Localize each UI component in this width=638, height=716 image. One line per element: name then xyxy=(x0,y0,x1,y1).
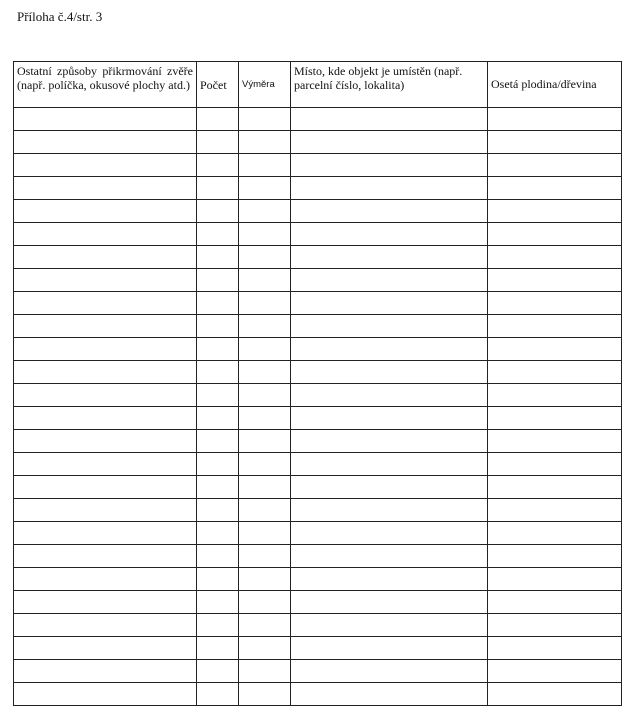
table-cell-misto[interactable] xyxy=(291,568,488,591)
table-cell-misto[interactable] xyxy=(291,338,488,361)
table-cell-misto[interactable] xyxy=(291,292,488,315)
table-cell-pocet[interactable] xyxy=(197,384,239,407)
table-row xyxy=(14,131,622,154)
table-cell-pocet[interactable] xyxy=(197,200,239,223)
table-cell-misto[interactable] xyxy=(291,591,488,614)
table-cell-plodina[interactable] xyxy=(488,453,622,476)
table-cell-vymera[interactable] xyxy=(239,430,291,453)
table-cell-zpusob[interactable] xyxy=(14,154,197,177)
table-cell-pocet[interactable] xyxy=(197,269,239,292)
table-cell-zpusob[interactable] xyxy=(14,453,197,476)
table-cell-misto[interactable] xyxy=(291,384,488,407)
table-cell-vymera[interactable] xyxy=(239,591,291,614)
table-cell-pocet[interactable] xyxy=(197,177,239,200)
table-row xyxy=(14,200,622,223)
table-cell-misto[interactable] xyxy=(291,407,488,430)
table-cell-plodina[interactable] xyxy=(488,361,622,384)
table-cell-vymera[interactable] xyxy=(239,683,291,706)
table-cell-vymera[interactable] xyxy=(239,131,291,154)
table-cell-plodina[interactable] xyxy=(488,108,622,131)
table-cell-misto[interactable] xyxy=(291,223,488,246)
table-cell-plodina[interactable] xyxy=(488,246,622,269)
table-cell-zpusob[interactable] xyxy=(14,315,197,338)
table-row xyxy=(14,637,622,660)
table-cell-vymera[interactable] xyxy=(239,338,291,361)
table-row xyxy=(14,177,622,200)
table-row xyxy=(14,660,622,683)
table-cell-vymera[interactable] xyxy=(239,361,291,384)
page-header: Příloha č.4/str. 3 xyxy=(17,9,103,24)
table-cell-vymera[interactable] xyxy=(239,246,291,269)
table-cell-vymera[interactable] xyxy=(239,453,291,476)
table-cell-pocet[interactable] xyxy=(197,338,239,361)
table-cell-misto[interactable] xyxy=(291,361,488,384)
table-cell-plodina[interactable] xyxy=(488,591,622,614)
table-cell-pocet[interactable] xyxy=(197,131,239,154)
table-cell-vymera[interactable] xyxy=(239,108,291,131)
table-cell-zpusob[interactable] xyxy=(14,269,197,292)
table-cell-vymera[interactable] xyxy=(239,200,291,223)
table-row xyxy=(14,315,622,338)
table-cell-plodina[interactable] xyxy=(488,614,622,637)
table-cell-misto[interactable] xyxy=(291,453,488,476)
table-cell-vymera[interactable] xyxy=(239,154,291,177)
table-cell-plodina[interactable] xyxy=(488,292,622,315)
column-header-crop xyxy=(488,62,622,108)
table-cell-zpusob[interactable] xyxy=(14,660,197,683)
table-cell-misto[interactable] xyxy=(291,499,488,522)
table-cell-pocet[interactable] xyxy=(197,154,239,177)
table-row xyxy=(14,407,622,430)
table-cell-pocet[interactable] xyxy=(197,522,239,545)
table-cell-vymera[interactable] xyxy=(239,660,291,683)
table-row xyxy=(14,591,622,614)
table-cell-vymera[interactable] xyxy=(239,384,291,407)
table-cell-pocet[interactable] xyxy=(197,499,239,522)
table-cell-zpusob[interactable] xyxy=(14,246,197,269)
table-row xyxy=(14,269,622,292)
table-cell-misto[interactable] xyxy=(291,154,488,177)
table-row xyxy=(14,453,622,476)
table-cell-pocet[interactable] xyxy=(197,246,239,269)
table-cell-misto[interactable] xyxy=(291,131,488,154)
table-cell-plodina[interactable] xyxy=(488,177,622,200)
table-cell-zpusob[interactable] xyxy=(14,200,197,223)
table-cell-zpusob[interactable] xyxy=(14,338,197,361)
table-cell-pocet[interactable] xyxy=(197,545,239,568)
table-cell-misto[interactable] xyxy=(291,177,488,200)
table-cell-plodina[interactable] xyxy=(488,338,622,361)
table-cell-zpusob[interactable] xyxy=(14,683,197,706)
table-cell-misto[interactable] xyxy=(291,315,488,338)
table-row xyxy=(14,223,622,246)
table-cell-zpusob[interactable] xyxy=(14,223,197,246)
table-cell-vymera[interactable] xyxy=(239,292,291,315)
table-cell-misto[interactable] xyxy=(291,683,488,706)
table-cell-plodina[interactable] xyxy=(488,545,622,568)
table-cell-zpusob[interactable] xyxy=(14,591,197,614)
table-cell-vymera[interactable] xyxy=(239,407,291,430)
table-cell-plodina[interactable] xyxy=(488,476,622,499)
table-row xyxy=(14,545,622,568)
table-cell-vymera[interactable] xyxy=(239,545,291,568)
column-header-label: Počet xyxy=(200,78,227,92)
column-header-count xyxy=(197,62,239,108)
feeding-methods-table xyxy=(13,61,622,706)
table-cell-zpusob[interactable] xyxy=(14,177,197,200)
table-cell-pocet[interactable] xyxy=(197,292,239,315)
table-cell-zpusob[interactable] xyxy=(14,430,197,453)
table-row xyxy=(14,683,622,706)
table-cell-misto[interactable] xyxy=(291,614,488,637)
table-cell-zpusob[interactable] xyxy=(14,292,197,315)
table-cell-misto[interactable] xyxy=(291,637,488,660)
table-cell-vymera[interactable] xyxy=(239,499,291,522)
table-row xyxy=(14,338,622,361)
table-cell-vymera[interactable] xyxy=(239,476,291,499)
table-cell-vymera[interactable] xyxy=(239,269,291,292)
table-row xyxy=(14,430,622,453)
table-cell-zpusob[interactable] xyxy=(14,131,197,154)
table-cell-plodina[interactable] xyxy=(488,223,622,246)
table-row xyxy=(14,108,622,131)
column-header-feeding-methods xyxy=(14,62,197,108)
table-cell-misto[interactable] xyxy=(291,522,488,545)
table-cell-pocet[interactable] xyxy=(197,476,239,499)
table-cell-pocet[interactable] xyxy=(197,591,239,614)
table-cell-pocet[interactable] xyxy=(197,407,239,430)
column-header-label: Místo, kde objekt je umístěn (např. parcelní číslo, lokalita) xyxy=(294,64,463,92)
table-cell-zpusob[interactable] xyxy=(14,637,197,660)
table-cell-zpusob[interactable] xyxy=(14,407,197,430)
column-header-area xyxy=(239,62,291,108)
table-row xyxy=(14,384,622,407)
table-cell-plodina[interactable] xyxy=(488,522,622,545)
table-cell-vymera[interactable] xyxy=(239,637,291,660)
table-cell-pocet[interactable] xyxy=(197,430,239,453)
table-row xyxy=(14,292,622,315)
table-cell-zpusob[interactable] xyxy=(14,614,197,637)
table-row xyxy=(14,476,622,499)
table-cell-zpusob[interactable] xyxy=(14,108,197,131)
table-cell-plodina[interactable] xyxy=(488,407,622,430)
table-cell-vymera[interactable] xyxy=(239,315,291,338)
table-cell-misto[interactable] xyxy=(291,545,488,568)
table-cell-pocet[interactable] xyxy=(197,683,239,706)
table-body xyxy=(14,108,622,706)
table-cell-zpusob[interactable] xyxy=(14,568,197,591)
table-cell-zpusob[interactable] xyxy=(14,545,197,568)
table-cell-plodina[interactable] xyxy=(488,315,622,338)
table-cell-zpusob[interactable] xyxy=(14,522,197,545)
table-cell-plodina[interactable] xyxy=(488,660,622,683)
table-cell-misto[interactable] xyxy=(291,108,488,131)
table-cell-pocet[interactable] xyxy=(197,614,239,637)
table-row xyxy=(14,154,622,177)
table-cell-pocet[interactable] xyxy=(197,568,239,591)
table-cell-pocet[interactable] xyxy=(197,223,239,246)
table-cell-vymera[interactable] xyxy=(239,177,291,200)
table-cell-zpusob[interactable] xyxy=(14,384,197,407)
table-cell-misto[interactable] xyxy=(291,269,488,292)
table-row xyxy=(14,499,622,522)
table-cell-pocet[interactable] xyxy=(197,361,239,384)
table-cell-plodina[interactable] xyxy=(488,384,622,407)
table-cell-pocet[interactable] xyxy=(197,453,239,476)
table-header-row xyxy=(14,62,622,108)
table-cell-plodina[interactable] xyxy=(488,568,622,591)
table-row xyxy=(14,361,622,384)
table-cell-plodina[interactable] xyxy=(488,499,622,522)
table-row xyxy=(14,614,622,637)
table-cell-pocet[interactable] xyxy=(197,315,239,338)
table-cell-zpusob[interactable] xyxy=(14,499,197,522)
table-cell-zpusob[interactable] xyxy=(14,476,197,499)
table-cell-vymera[interactable] xyxy=(239,614,291,637)
table-cell-misto[interactable] xyxy=(291,246,488,269)
table-cell-vymera[interactable] xyxy=(239,568,291,591)
table-row xyxy=(14,246,622,269)
column-header-location xyxy=(291,62,488,108)
table-cell-plodina[interactable] xyxy=(488,637,622,660)
column-header-label: Výměra xyxy=(242,79,275,90)
column-header-label: Osetá plodina/dřevina xyxy=(491,77,597,91)
table-cell-plodina[interactable] xyxy=(488,131,622,154)
table-cell-misto[interactable] xyxy=(291,660,488,683)
table-cell-vymera[interactable] xyxy=(239,223,291,246)
table-cell-plodina[interactable] xyxy=(488,269,622,292)
table-cell-plodina[interactable] xyxy=(488,683,622,706)
table-cell-misto[interactable] xyxy=(291,476,488,499)
table-row xyxy=(14,568,622,591)
table-cell-pocet[interactable] xyxy=(197,108,239,131)
table-cell-plodina[interactable] xyxy=(488,154,622,177)
column-header-label: Ostatní způsoby přikrmování zvěře (např. políčka, okusové plochy atd.) xyxy=(17,64,193,92)
table-cell-pocet[interactable] xyxy=(197,660,239,683)
table-row xyxy=(14,522,622,545)
table-cell-zpusob[interactable] xyxy=(14,361,197,384)
table-cell-misto[interactable] xyxy=(291,430,488,453)
table-cell-pocet[interactable] xyxy=(197,637,239,660)
table-cell-vymera[interactable] xyxy=(239,522,291,545)
table-cell-plodina[interactable] xyxy=(488,200,622,223)
table-cell-plodina[interactable] xyxy=(488,430,622,453)
table-cell-misto[interactable] xyxy=(291,200,488,223)
